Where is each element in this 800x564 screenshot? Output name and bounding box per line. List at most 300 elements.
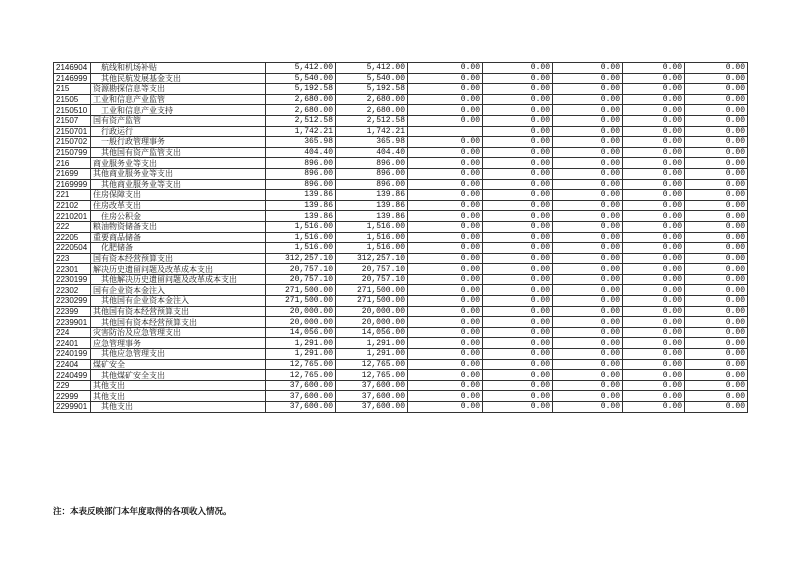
amount-cell: 0.00: [553, 359, 623, 370]
subject-name-cell: 化肥储备: [91, 243, 266, 254]
table-row: [54, 402, 748, 413]
amount-cell: 0.00: [408, 63, 483, 74]
subject-name-cell: 一般行政管理事务: [91, 137, 266, 148]
amount-cell: 0.00: [408, 147, 483, 158]
amount-cell: 0.00: [623, 338, 685, 349]
subject-code-cell: 22404: [54, 359, 91, 370]
amount-cell: 139.86: [266, 211, 336, 222]
amount-cell: 20,000.00: [336, 306, 408, 317]
amount-cell: 0.00: [553, 73, 623, 84]
amount-cell: 0.00: [685, 317, 748, 328]
amount-cell: 0.00: [408, 84, 483, 95]
subject-name-cell: 国有资产监管: [91, 115, 266, 126]
subject-name-cell: 其他煤矿安全支出: [91, 370, 266, 381]
table-row: [54, 232, 748, 243]
amount-cell: 0.00: [483, 285, 553, 296]
subject-code-cell: 216: [54, 158, 91, 169]
amount-cell: 12,765.00: [266, 370, 336, 381]
amount-cell: 5,192.58: [266, 84, 336, 95]
amount-cell: 1,516.00: [336, 221, 408, 232]
amount-cell: 404.40: [266, 147, 336, 158]
subject-name-cell: 商业服务业等支出: [91, 158, 266, 169]
subject-name-cell: 国有资本经营预算支出: [91, 253, 266, 264]
amount-cell: 0.00: [623, 274, 685, 285]
table-row: [54, 115, 748, 126]
subject-name-cell: 航线和机场补贴: [91, 63, 266, 74]
amount-cell: 365.98: [336, 137, 408, 148]
amount-cell: 312,257.10: [336, 253, 408, 264]
amount-cell: 271,500.00: [336, 296, 408, 307]
amount-cell: 0.00: [623, 105, 685, 116]
subject-code-cell: 2146999: [54, 73, 91, 84]
subject-name-cell: 煤矿安全: [91, 359, 266, 370]
amount-cell: 14,056.00: [336, 327, 408, 338]
amount-cell: 1,291.00: [336, 338, 408, 349]
amount-cell: 20,000.00: [266, 306, 336, 317]
amount-cell: 0.00: [553, 63, 623, 74]
table-row: [54, 264, 748, 275]
table-row: [54, 253, 748, 264]
amount-cell: 365.98: [266, 137, 336, 148]
amount-cell: 0.00: [408, 306, 483, 317]
subject-name-cell: 其他国有企业资本金注入: [91, 296, 266, 307]
amount-cell: 0.00: [408, 232, 483, 243]
amount-cell: 0.00: [685, 243, 748, 254]
amount-cell: 0.00: [685, 158, 748, 169]
amount-cell: 0.00: [553, 200, 623, 211]
amount-cell: 0.00: [553, 264, 623, 275]
amount-cell: 0.00: [483, 221, 553, 232]
subject-code-cell: 2150702: [54, 137, 91, 148]
subject-code-cell: 2146904: [54, 63, 91, 74]
amount-cell: 1,742.21: [336, 126, 408, 137]
subject-code-cell: 215: [54, 84, 91, 95]
amount-cell: 0.00: [623, 306, 685, 317]
subject-code-cell: 22399: [54, 306, 91, 317]
amount-cell: [408, 126, 483, 137]
subject-name-cell: 工业和信息产业监管: [91, 94, 266, 105]
amount-cell: 0.00: [408, 380, 483, 391]
amount-cell: 0.00: [483, 338, 553, 349]
table-row: [54, 349, 748, 360]
subject-name-cell: 工业和信息产业支持: [91, 105, 266, 116]
amount-cell: 0.00: [553, 179, 623, 190]
amount-cell: 0.00: [685, 296, 748, 307]
amount-cell: 0.00: [483, 84, 553, 95]
amount-cell: 0.00: [623, 179, 685, 190]
amount-cell: 139.86: [266, 200, 336, 211]
amount-cell: 2,512.58: [266, 115, 336, 126]
amount-cell: 0.00: [685, 232, 748, 243]
amount-cell: 0.00: [623, 380, 685, 391]
amount-cell: 0.00: [483, 274, 553, 285]
table-row: [54, 296, 748, 307]
amount-cell: 0.00: [553, 349, 623, 360]
amount-cell: 37,600.00: [266, 391, 336, 402]
amount-cell: 1,291.00: [266, 349, 336, 360]
subject-name-cell: 解决历史遗留问题及改革成本支出: [91, 264, 266, 275]
amount-cell: 0.00: [623, 168, 685, 179]
table-row: [54, 137, 748, 148]
subject-name-cell: 住房公积金: [91, 211, 266, 222]
amount-cell: 0.00: [623, 370, 685, 381]
amount-cell: 896.00: [266, 168, 336, 179]
subject-code-cell: 22302: [54, 285, 91, 296]
amount-cell: 0.00: [623, 391, 685, 402]
amount-cell: 0.00: [685, 179, 748, 190]
amount-cell: 14,056.00: [266, 327, 336, 338]
amount-cell: 0.00: [483, 63, 553, 74]
amount-cell: 0.00: [408, 190, 483, 201]
amount-cell: 0.00: [623, 63, 685, 74]
amount-cell: 37,600.00: [266, 402, 336, 413]
amount-cell: 0.00: [623, 349, 685, 360]
amount-cell: 0.00: [408, 200, 483, 211]
amount-cell: 0.00: [553, 253, 623, 264]
table-row: [54, 190, 748, 201]
amount-cell: 0.00: [685, 105, 748, 116]
subject-name-cell: 其他支出: [91, 402, 266, 413]
amount-cell: 0.00: [685, 63, 748, 74]
amount-cell: 0.00: [553, 147, 623, 158]
amount-cell: 0.00: [553, 338, 623, 349]
amount-cell: 0.00: [408, 179, 483, 190]
amount-cell: 37,600.00: [336, 391, 408, 402]
table-row: [54, 211, 748, 222]
table-row: [54, 221, 748, 232]
amount-cell: 0.00: [408, 168, 483, 179]
amount-cell: 20,757.10: [266, 264, 336, 275]
amount-cell: 0.00: [685, 200, 748, 211]
subject-name-cell: 资源勘探信息等支出: [91, 84, 266, 95]
amount-cell: 0.00: [483, 253, 553, 264]
subject-name-cell: 重要商品储备: [91, 232, 266, 243]
amount-cell: 896.00: [266, 158, 336, 169]
amount-cell: 0.00: [685, 73, 748, 84]
amount-cell: 0.00: [408, 349, 483, 360]
amount-cell: 0.00: [408, 296, 483, 307]
amount-cell: 0.00: [685, 359, 748, 370]
amount-cell: 0.00: [408, 264, 483, 275]
amount-cell: 0.00: [553, 380, 623, 391]
amount-cell: 0.00: [483, 264, 553, 275]
subject-name-cell: 国有企业资本金注入: [91, 285, 266, 296]
amount-cell: 0.00: [553, 105, 623, 116]
amount-cell: 5,540.00: [266, 73, 336, 84]
amount-cell: 0.00: [623, 126, 685, 137]
amount-cell: 0.00: [408, 359, 483, 370]
amount-cell: 896.00: [266, 179, 336, 190]
amount-cell: 0.00: [483, 115, 553, 126]
amount-cell: 0.00: [553, 317, 623, 328]
subject-code-cell: 2150510: [54, 105, 91, 116]
amount-cell: 404.40: [336, 147, 408, 158]
amount-cell: 20,757.10: [336, 264, 408, 275]
amount-cell: 0.00: [685, 168, 748, 179]
amount-cell: 0.00: [553, 137, 623, 148]
subject-name-cell: 住房改革支出: [91, 200, 266, 211]
amount-cell: 0.00: [553, 115, 623, 126]
table-row: [54, 147, 748, 158]
amount-cell: 0.00: [553, 402, 623, 413]
subject-name-cell: 其他支出: [91, 391, 266, 402]
amount-cell: 0.00: [483, 306, 553, 317]
amount-cell: 896.00: [336, 158, 408, 169]
amount-cell: 0.00: [685, 253, 748, 264]
amount-cell: 0.00: [483, 296, 553, 307]
amount-cell: 0.00: [685, 306, 748, 317]
amount-cell: 5,192.58: [336, 84, 408, 95]
subject-code-cell: 22205: [54, 232, 91, 243]
amount-cell: 0.00: [553, 285, 623, 296]
amount-cell: 0.00: [483, 137, 553, 148]
amount-cell: 0.00: [553, 243, 623, 254]
amount-cell: 0.00: [408, 285, 483, 296]
budget-table: [53, 62, 748, 413]
subject-code-cell: 21507: [54, 115, 91, 126]
budget-table-body: [54, 63, 748, 413]
amount-cell: 0.00: [623, 73, 685, 84]
subject-code-cell: 22999: [54, 391, 91, 402]
amount-cell: 0.00: [408, 370, 483, 381]
subject-code-cell: 21699: [54, 168, 91, 179]
amount-cell: 0.00: [408, 221, 483, 232]
amount-cell: 0.00: [483, 370, 553, 381]
subject-name-cell: 其他民航发展基金支出: [91, 73, 266, 84]
amount-cell: 0.00: [553, 126, 623, 137]
amount-cell: 0.00: [553, 94, 623, 105]
amount-cell: 0.00: [553, 327, 623, 338]
amount-cell: 312,257.10: [266, 253, 336, 264]
amount-cell: 1,742.21: [266, 126, 336, 137]
amount-cell: 0.00: [408, 317, 483, 328]
amount-cell: 0.00: [553, 232, 623, 243]
amount-cell: 1,291.00: [266, 338, 336, 349]
subject-code-cell: 2230199: [54, 274, 91, 285]
subject-code-cell: 2230299: [54, 296, 91, 307]
amount-cell: 0.00: [483, 94, 553, 105]
amount-cell: 0.00: [685, 370, 748, 381]
amount-cell: 0.00: [685, 274, 748, 285]
amount-cell: 0.00: [483, 359, 553, 370]
table-row: [54, 84, 748, 95]
table-row: [54, 380, 748, 391]
amount-cell: 0.00: [685, 327, 748, 338]
amount-cell: 0.00: [553, 221, 623, 232]
amount-cell: 0.00: [408, 253, 483, 264]
amount-cell: 5,412.00: [336, 63, 408, 74]
amount-cell: 0.00: [623, 158, 685, 169]
subject-code-cell: 2210201: [54, 211, 91, 222]
subject-code-cell: 2240199: [54, 349, 91, 360]
amount-cell: 0.00: [408, 73, 483, 84]
amount-cell: 0.00: [623, 264, 685, 275]
table-row: [54, 105, 748, 116]
amount-cell: 0.00: [623, 221, 685, 232]
amount-cell: 1,291.00: [336, 349, 408, 360]
amount-cell: 5,540.00: [336, 73, 408, 84]
subject-name-cell: 其他国有资产监管支出: [91, 147, 266, 158]
amount-cell: 20,757.10: [336, 274, 408, 285]
amount-cell: 0.00: [623, 190, 685, 201]
subject-code-cell: 22301: [54, 264, 91, 275]
amount-cell: 1,516.00: [336, 243, 408, 254]
amount-cell: 0.00: [623, 296, 685, 307]
subject-code-cell: 224: [54, 327, 91, 338]
amount-cell: 271,500.00: [336, 285, 408, 296]
amount-cell: 0.00: [483, 158, 553, 169]
subject-code-cell: 2240499: [54, 370, 91, 381]
amount-cell: 2,680.00: [266, 94, 336, 105]
amount-cell: 0.00: [483, 243, 553, 254]
amount-cell: 0.00: [483, 190, 553, 201]
amount-cell: 0.00: [623, 327, 685, 338]
subject-name-cell: 粮油物资储备支出: [91, 221, 266, 232]
amount-cell: 0.00: [483, 349, 553, 360]
amount-cell: 0.00: [685, 264, 748, 275]
amount-cell: 139.86: [336, 200, 408, 211]
amount-cell: 0.00: [685, 285, 748, 296]
amount-cell: 0.00: [483, 380, 553, 391]
amount-cell: 0.00: [553, 158, 623, 169]
amount-cell: 0.00: [483, 211, 553, 222]
table-row: [54, 94, 748, 105]
amount-cell: 0.00: [408, 115, 483, 126]
subject-code-cell: 2150799: [54, 147, 91, 158]
amount-cell: 0.00: [408, 338, 483, 349]
amount-cell: 0.00: [623, 84, 685, 95]
table-row: [54, 243, 748, 254]
amount-cell: 0.00: [623, 232, 685, 243]
subject-name-cell: 其他支出: [91, 380, 266, 391]
amount-cell: 271,500.00: [266, 285, 336, 296]
amount-cell: 0.00: [408, 94, 483, 105]
subject-name-cell: 住房保障支出: [91, 190, 266, 201]
amount-cell: 896.00: [336, 168, 408, 179]
amount-cell: 0.00: [623, 317, 685, 328]
amount-cell: 37,600.00: [266, 380, 336, 391]
subject-code-cell: 2169999: [54, 179, 91, 190]
table-row: [54, 126, 748, 137]
subject-code-cell: 22401: [54, 338, 91, 349]
table-row: [54, 168, 748, 179]
amount-cell: 12,765.00: [336, 370, 408, 381]
amount-cell: 0.00: [685, 147, 748, 158]
amount-cell: 0.00: [623, 211, 685, 222]
subject-name-cell: 其他解决历史遗留问题及改革成本支出: [91, 274, 266, 285]
amount-cell: 0.00: [685, 84, 748, 95]
amount-cell: 0.00: [553, 370, 623, 381]
amount-cell: 20,000.00: [266, 317, 336, 328]
amount-cell: 271,500.00: [266, 296, 336, 307]
amount-cell: 12,765.00: [266, 359, 336, 370]
amount-cell: 0.00: [408, 158, 483, 169]
amount-cell: 0.00: [685, 391, 748, 402]
subject-code-cell: 221: [54, 190, 91, 201]
amount-cell: 139.86: [336, 211, 408, 222]
table-row: [54, 73, 748, 84]
table-row: [54, 327, 748, 338]
amount-cell: 0.00: [483, 232, 553, 243]
amount-cell: 1,516.00: [266, 243, 336, 254]
table-row: [54, 306, 748, 317]
amount-cell: 0.00: [408, 137, 483, 148]
table-row: [54, 274, 748, 285]
amount-cell: 0.00: [685, 190, 748, 201]
amount-cell: 1,516.00: [266, 232, 336, 243]
amount-cell: 0.00: [685, 94, 748, 105]
amount-cell: 0.00: [553, 274, 623, 285]
table-row: [54, 391, 748, 402]
amount-cell: 0.00: [483, 73, 553, 84]
table-row: [54, 370, 748, 381]
table-row: [54, 285, 748, 296]
amount-cell: 12,765.00: [336, 359, 408, 370]
amount-cell: 0.00: [483, 317, 553, 328]
subject-code-cell: 22102: [54, 200, 91, 211]
amount-cell: 0.00: [623, 243, 685, 254]
amount-cell: 0.00: [408, 105, 483, 116]
amount-cell: 0.00: [685, 126, 748, 137]
table-row: [54, 338, 748, 349]
amount-cell: 0.00: [685, 402, 748, 413]
amount-cell: 0.00: [553, 306, 623, 317]
table-row: [54, 179, 748, 190]
subject-code-cell: 2239901: [54, 317, 91, 328]
subject-code-cell: 222: [54, 221, 91, 232]
amount-cell: 0.00: [623, 285, 685, 296]
amount-cell: 0.00: [483, 200, 553, 211]
table-row: [54, 158, 748, 169]
amount-cell: 0.00: [553, 84, 623, 95]
table-row: [54, 359, 748, 370]
amount-cell: 0.00: [623, 115, 685, 126]
amount-cell: 0.00: [408, 274, 483, 285]
subject-code-cell: 229: [54, 380, 91, 391]
subject-name-cell: 其他国有资本经营预算支出: [91, 306, 266, 317]
amount-cell: 0.00: [483, 168, 553, 179]
amount-cell: 20,000.00: [336, 317, 408, 328]
amount-cell: 0.00: [685, 211, 748, 222]
subject-name-cell: 灾害防治及应急管理支出: [91, 327, 266, 338]
amount-cell: 0.00: [483, 327, 553, 338]
amount-cell: 0.00: [408, 243, 483, 254]
amount-cell: 0.00: [685, 221, 748, 232]
amount-cell: 0.00: [483, 402, 553, 413]
amount-cell: 37,600.00: [336, 402, 408, 413]
amount-cell: 0.00: [623, 359, 685, 370]
amount-cell: 0.00: [623, 147, 685, 158]
subject-code-cell: 223: [54, 253, 91, 264]
amount-cell: 139.86: [336, 190, 408, 201]
subject-code-cell: 2299901: [54, 402, 91, 413]
amount-cell: 5,412.00: [266, 63, 336, 74]
subject-name-cell: 应急管理事务: [91, 338, 266, 349]
subject-name-cell: 其他商业服务业等支出: [91, 168, 266, 179]
amount-cell: 0.00: [553, 211, 623, 222]
amount-cell: 0.00: [623, 253, 685, 264]
amount-cell: 0.00: [685, 338, 748, 349]
subject-name-cell: 其他国有资本经营预算支出: [91, 317, 266, 328]
amount-cell: 139.86: [266, 190, 336, 201]
amount-cell: 0.00: [623, 94, 685, 105]
subject-code-cell: 21505: [54, 94, 91, 105]
amount-cell: 0.00: [553, 391, 623, 402]
amount-cell: 1,516.00: [266, 221, 336, 232]
table-row: [54, 317, 748, 328]
amount-cell: 0.00: [685, 380, 748, 391]
amount-cell: 0.00: [483, 105, 553, 116]
